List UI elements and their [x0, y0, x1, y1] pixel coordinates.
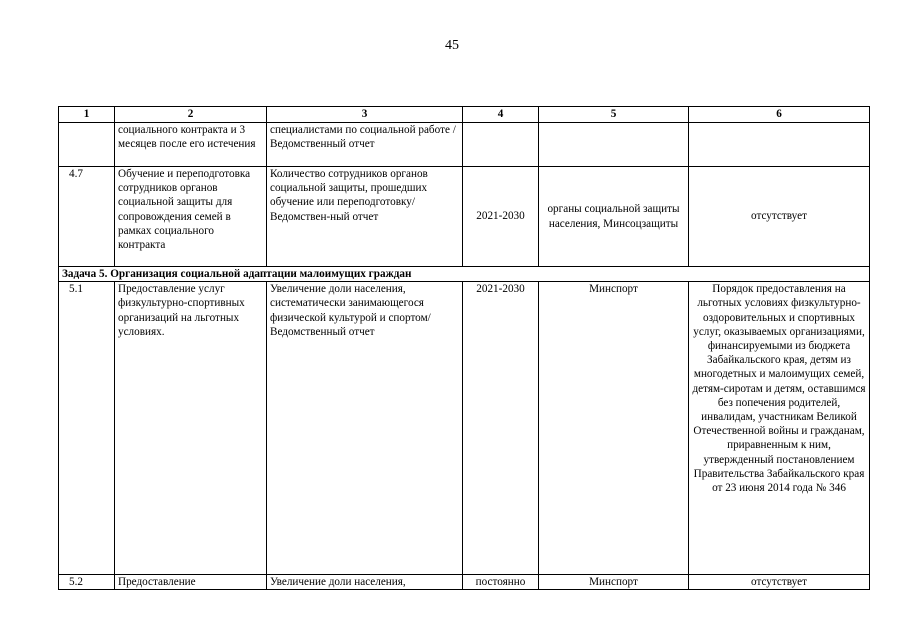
cell-executor: Минспорт	[539, 282, 689, 575]
cell-period: 2021-2030	[463, 167, 539, 267]
cell-indicator: Количество сотрудников органов социальной защиты, прошедших обучение или переподготовку/Ведомствен-ный отчет	[267, 167, 463, 267]
cell-event: Предоставление	[115, 575, 267, 590]
cell-indicator: Увеличение доли населения,	[267, 575, 463, 590]
cell-event: социального контракта и 3 месяцев после его истечения	[115, 123, 267, 167]
cell-period	[463, 123, 539, 167]
task-row	[59, 267, 870, 282]
page-number: 45	[445, 38, 459, 53]
cell-funding: отсутствует	[689, 167, 870, 267]
cell-funding: Порядок предоставления на льготных условиях физкультурно-оздоровительных и спортивных услуг, оказываемых организациями, финансируемыми из бюджета Забайкальского края, детям из многодетных и малоимущих семей, детям-сиротам и детям, оставшимся без попечения родителей, инвалидам, участникам Великой Отечественной войны и гражданам, приравненным к ним, утвержденный постановлением Правительства Забайкальского края от 23 июня 2014 года № 346	[689, 282, 870, 575]
program-table	[58, 106, 870, 590]
table-header-row	[59, 107, 870, 123]
cell-funding	[689, 123, 870, 167]
cell-indicator: Увеличение доли населения, систематически занимающегося физической культурой и спортом/Ведомственный отчет	[267, 282, 463, 575]
cell-event: Предоставление услуг физкультурно-спортивных организаций на льготных условиях.	[115, 282, 267, 575]
table-row	[59, 123, 870, 167]
cell-num: 5.1	[59, 282, 115, 575]
table-row	[59, 575, 870, 590]
cell-event: Обучение и переподготовка сотрудников органов социальной защиты для сопровождения семей в рамках социального контракта	[115, 167, 267, 267]
column-header: 2	[115, 107, 267, 123]
cell-period: постоянно	[463, 575, 539, 590]
table-row	[59, 167, 870, 267]
column-header: 6	[689, 107, 870, 123]
task-heading: Задача 5. Организация социальной адаптации малоимущих граждан	[59, 267, 870, 282]
table-row	[59, 282, 870, 575]
column-header: 5	[539, 107, 689, 123]
cell-executor	[539, 123, 689, 167]
cell-num: 4.7	[59, 167, 115, 267]
column-header: 3	[267, 107, 463, 123]
column-header: 1	[59, 107, 115, 123]
cell-indicator: специалистами по социальной работе /Ведомственный отчет	[267, 123, 463, 167]
cell-num	[59, 123, 115, 167]
cell-funding: отсутствует	[689, 575, 870, 590]
cell-executor: Минспорт	[539, 575, 689, 590]
cell-executor: органы социальной защиты населения, Минсоцзащиты	[539, 167, 689, 267]
cell-num: 5.2	[59, 575, 115, 590]
cell-period: 2021-2030	[463, 282, 539, 575]
column-header: 4	[463, 107, 539, 123]
